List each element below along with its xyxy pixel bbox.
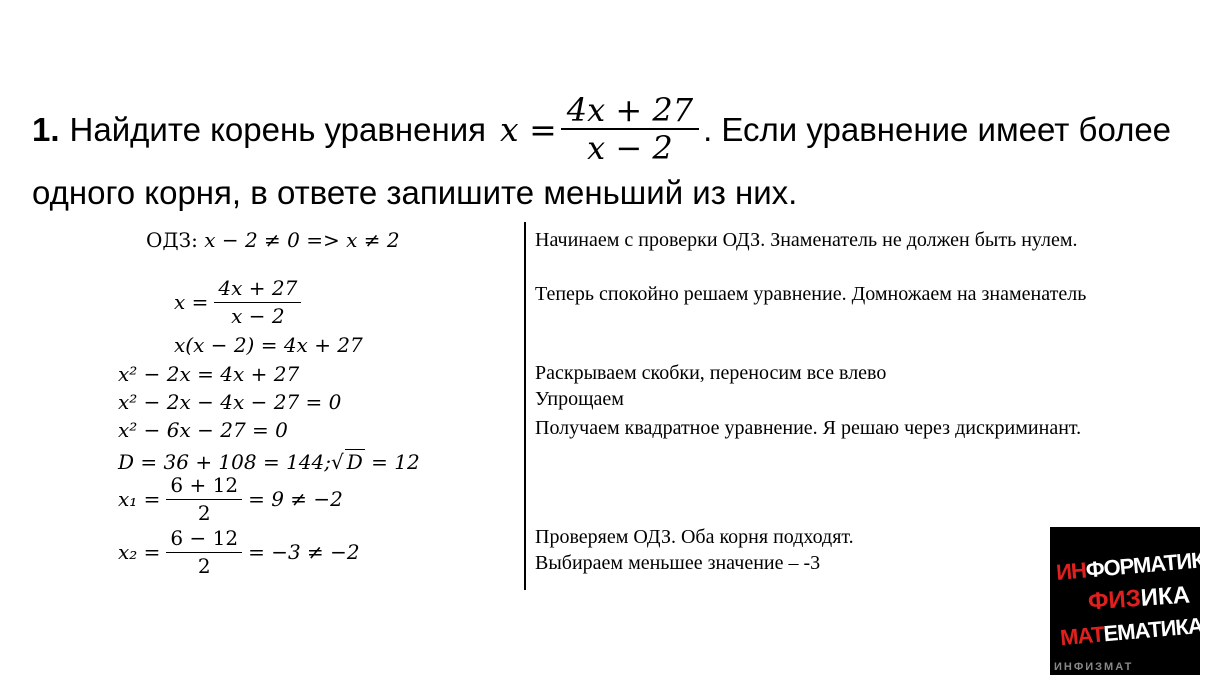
explanation-quadratic: Получаем квадратное уравнение. Я решаю через дискриминант. — [535, 417, 1082, 439]
equation-lhs: x = — [174, 290, 209, 314]
logo-line-matematika: МАТЕМАТИКА — [1059, 612, 1204, 651]
problem-fraction — [561, 91, 699, 167]
root-x1-line — [118, 473, 343, 525]
equation-fraction — [214, 276, 301, 328]
root-x1-numerator: 6 + 12 — [166, 473, 242, 500]
root-x2-line — [118, 526, 360, 578]
problem-fraction-denominator: x − 2 — [587, 129, 673, 167]
equation-step-2-text: x(x − 2) = 4x + 27 — [174, 333, 363, 357]
discriminant-line — [118, 449, 420, 474]
explanation-expand: Раскрываем скобки, переносим все влево — [535, 362, 887, 384]
equation-step-5-text: x² − 6x − 27 = 0 — [118, 418, 288, 442]
explanation-odz: Начинаем с проверки ОДЗ. Знаменатель не должен быть нулем. — [535, 229, 1078, 251]
root-x2-fraction — [166, 526, 242, 578]
problem-line-1 — [32, 88, 1171, 170]
equation-step-3-text: x² − 2x = 4x + 27 — [118, 362, 300, 386]
odz-label: ОДЗ: — [146, 228, 198, 252]
logo-bottom-text: ИНФИЗМАТ — [1054, 661, 1134, 673]
problem-text-before: Найдите корень уравнения — [69, 110, 487, 148]
problem-number: 1. — [32, 110, 60, 148]
root-x2-numerator: 6 − 12 — [166, 526, 242, 553]
problem-line-2: одного корня, в ответе запишите меньший из них. — [32, 174, 798, 211]
root-x1-fraction — [166, 473, 242, 525]
root-x2-lhs: x₂ = — [118, 540, 161, 564]
root-x1-denominator: 2 — [197, 501, 211, 525]
logo-line-informatika: ИНФОРМАТИКА — [1055, 545, 1220, 586]
column-divider — [524, 222, 526, 590]
equation-step-4 — [118, 390, 341, 414]
sqrt-symbol: √ — [331, 450, 344, 474]
root-x2-denominator: 2 — [197, 554, 211, 578]
odz-expression: x − 2 ≠ 0 => x ≠ 2 — [204, 228, 400, 252]
discriminant-text: D = 36 + 108 = 144; — [118, 450, 331, 474]
root-x1-rhs: = 9 ≠ −2 — [248, 487, 343, 511]
logo-line-fizika: ФИЗИКА — [1087, 581, 1191, 616]
explanation-simplify: Упрощаем — [535, 388, 624, 410]
equation-step-2 — [174, 333, 363, 357]
explanation-answer: Выбираем меньшее значение – -3 — [535, 552, 821, 574]
sqrt-content: D — [346, 450, 363, 474]
equation-step-3 — [118, 362, 299, 386]
infizmat-logo — [1050, 527, 1220, 675]
equation-step-4-text: x² − 2x − 4x − 27 = 0 — [118, 390, 342, 414]
discriminant-root-value: = 12 — [364, 450, 420, 474]
problem-fraction-numerator: 4x + 27 — [561, 94, 699, 130]
root-x2-rhs: = −3 ≠ −2 — [248, 540, 360, 564]
equation-step-5 — [118, 418, 288, 442]
equation-fraction-denominator: x − 2 — [231, 304, 285, 328]
odz-line — [146, 228, 400, 252]
equation-fraction-numerator: 4x + 27 — [214, 276, 301, 303]
problem-text-after: . Если уравнение имеет более — [703, 110, 1172, 148]
explanation-check: Проверяем ОДЗ. Оба корня подходят. — [535, 526, 854, 548]
problem-equation-lhs: x = — [500, 109, 557, 149]
equation-fraction-line — [174, 276, 307, 328]
explanation-multiply: Теперь спокойно решаем уравнение. Домножаем на знаменатель — [535, 283, 1087, 305]
root-x1-lhs: x₁ = — [118, 487, 161, 511]
